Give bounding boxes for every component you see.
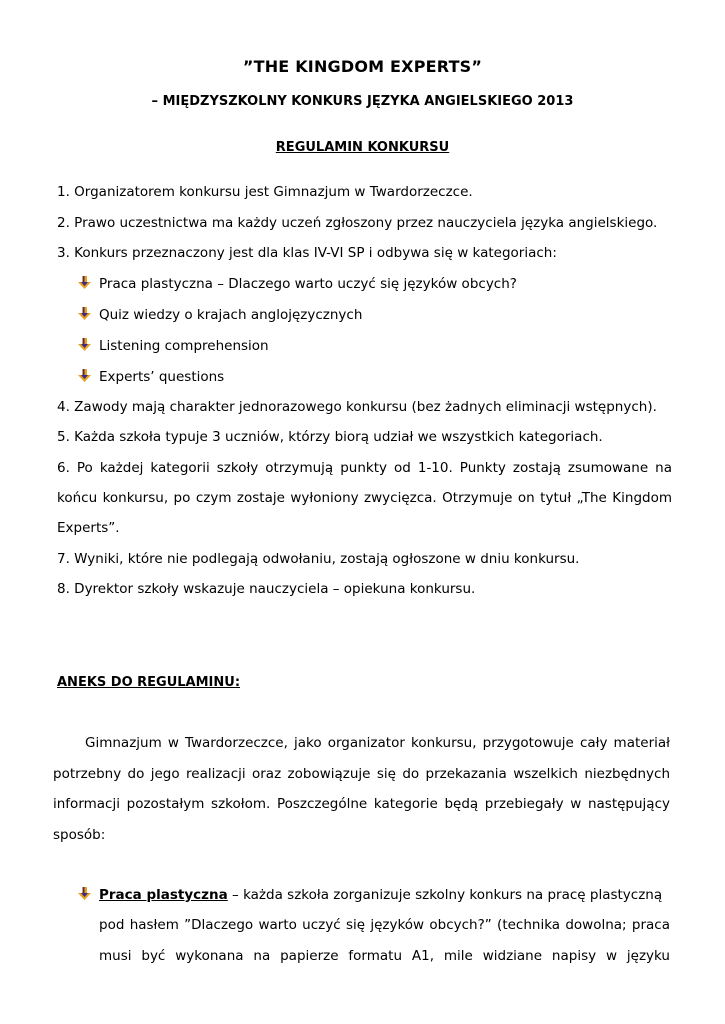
rule-6-line-3: Experts”. [57,520,120,536]
annex-item [78,887,670,903]
bullet-arrow-icon [78,307,92,321]
rule-2: 2. Prawo uczestnictwa ma każdy uczeń zgłoszony przez nauczyciela języka angielskiego. [57,215,658,231]
category-label: Listening comprehension [99,338,269,354]
category-label: Quiz wiedzy o krajach anglojęzycznych [99,307,363,323]
category-label: Praca plastyczna – Dlaczego warto uczyć się języków obcych? [99,276,517,292]
category-item [78,338,269,354]
category-label: Experts’ questions [99,369,225,385]
category-item [78,276,517,292]
rule-6-line-2: końcu konkursu, po czym zostaje wyłoniony zwycięzca. Otrzymuje on tytuł „The Kingdom [57,490,672,506]
bullet-arrow-icon [78,338,92,352]
bullet-arrow-icon [78,276,92,290]
bullet-arrow-icon [78,369,92,383]
annex-item-line-3: musi być wykonana na papierze formatu A1, mile widziane napisy w języku [99,948,670,964]
rule-6-line-1: 6. Po każdej kategorii szkoły otrzymują punkty od 1-10. Punkty zostają zsumowane na [57,460,672,476]
category-item [78,369,224,385]
rule-7: 7. Wyniki, które nie podlegają odwołaniu, zostają ogłoszone w dniu konkursu. [57,551,580,567]
annex-paragraph-line-3: informacji pozostałym szkołom. Poszczególne kategorie będą przebiegały w następujący [53,796,670,812]
annex-item-text: – każda szkoła zorganizuje szkolny konkurs na pracę plastyczną [227,887,663,903]
document-title: ”THE KINGDOM EXPERTS” [242,57,483,76]
rule-1: 1. Organizatorem konkursu jest Gimnazjum w Twardorzeczce. [57,184,473,200]
annex-item-line-2: pod hasłem ”Dlaczego warto uczyć się języków obcych?” (technika dowolna; praca [99,917,670,933]
rule-8: 8. Dyrektor szkoły wskazuje nauczyciela – opiekuna konkursu. [57,581,476,597]
document-subtitle: – MIĘDZYSZKOLNY KONKURS JĘZYKA ANGIELSKIEGO 2013 [151,94,574,109]
rule-5: 5. Każda szkoła typuje 3 uczniów, którzy biorą udział we wszystkich kategoriach. [57,429,603,445]
rule-3: 3. Konkurs przeznaczony jest dla klas IV-VI SP i odbywa się w kategoriach: [57,245,557,261]
annex-item-label: Praca plastyczna [99,887,228,903]
annex-paragraph-line-2: potrzebny do jego realizacji oraz zobowiązuje się do przekazania wszelkich niezbędnych [53,766,670,782]
category-item [78,307,362,323]
rule-4: 4. Zawody mają charakter jednorazowego konkursu (bez żadnych eliminacji wstępnych). [57,399,657,415]
rules-heading: REGULAMIN KONKURSU [275,140,450,155]
annex-paragraph-line-4: sposób: [53,827,106,843]
annex-paragraph-line-1: Gimnazjum w Twardorzeczce, jako organizator konkursu, przygotowuje cały materiał [85,735,670,751]
annex-heading: ANEKS DO REGULAMINU: [57,675,241,690]
bullet-arrow-icon [78,887,92,901]
